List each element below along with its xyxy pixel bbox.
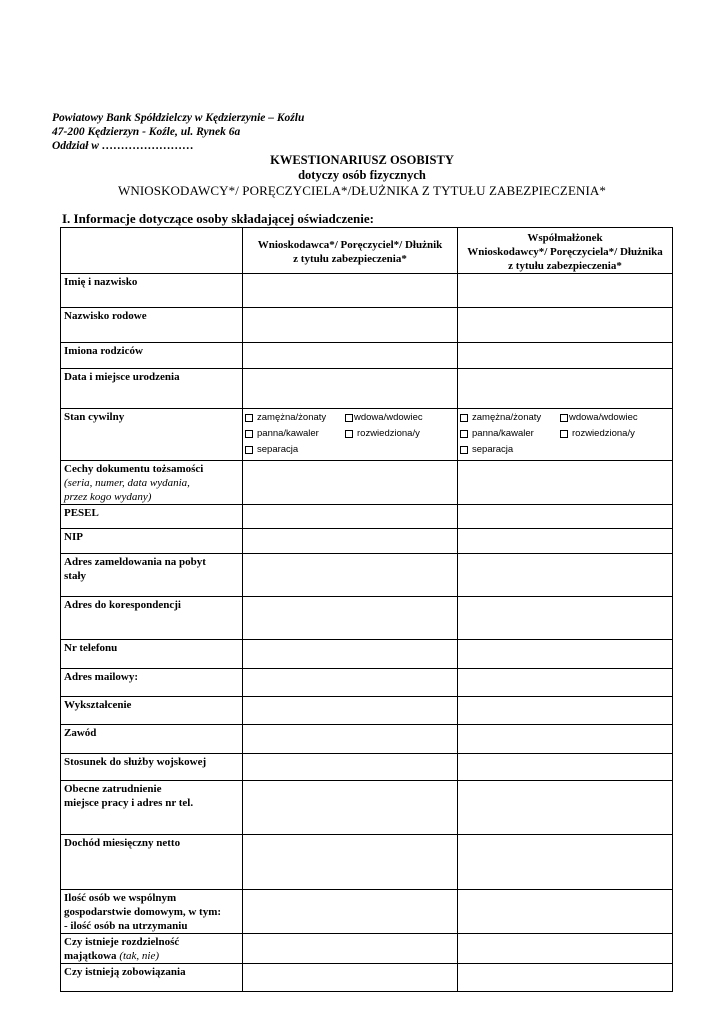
household-label-1: Ilość osób we wspólnym — [64, 892, 177, 904]
row-label-marital: Stan cywilny — [61, 409, 243, 461]
applicant-income-field[interactable] — [243, 835, 458, 890]
option-label: zamężna/żonaty — [472, 412, 542, 423]
document-title — [0, 153, 724, 199]
table-row — [61, 461, 673, 505]
row-label-correspondence: Adres do korespondencji — [61, 597, 243, 640]
table-row — [61, 781, 673, 835]
applicant-married-checkbox[interactable] — [245, 410, 345, 426]
applicant-military-field[interactable] — [243, 754, 458, 781]
header-spouse — [458, 228, 673, 274]
row-label-military: Stosunek do służby wojskowej — [61, 754, 243, 781]
row-label-family-name: Nazwisko rodowe — [61, 308, 243, 343]
address-label-1: Adres zameldowania na pobyt — [64, 556, 206, 568]
bank-address: 47-200 Kędzierzyn - Koźle, ul. Rynek 6a — [52, 126, 241, 138]
header-spouse-line1: Współmałżonek — [527, 232, 603, 244]
row-label-household — [61, 890, 243, 934]
applicant-birth-field[interactable] — [243, 369, 458, 409]
applicant-widowed-checkbox[interactable] — [345, 410, 423, 426]
table-row — [61, 835, 673, 890]
row-label-pesel: PESEL — [61, 505, 243, 529]
row-label-phone: Nr telefonu — [61, 640, 243, 669]
employment-label-2: miejsce pracy i adres nr tel. — [64, 797, 194, 809]
household-label-3: - ilość osób na utrzymaniu — [64, 920, 188, 932]
row-label-liabilities: Czy istnieją zobowiązania — [61, 964, 243, 992]
row-label-nip: NIP — [61, 529, 243, 554]
checkbox-icon — [560, 414, 568, 422]
applicant-divorced-checkbox[interactable] — [345, 426, 420, 442]
spouse-marital-options — [458, 409, 673, 461]
spouse-nip-field[interactable] — [458, 529, 673, 554]
row-label-address — [61, 554, 243, 597]
branch-line: Oddział w …………………… — [52, 140, 194, 152]
title-main: KWESTIONARIUSZ OSOBISTY — [270, 153, 454, 167]
spouse-separation-field[interactable] — [458, 934, 673, 964]
separation-hint: (tak, nie) — [119, 950, 160, 962]
applicant-profession-field[interactable] — [243, 725, 458, 754]
checkbox-icon — [560, 430, 568, 438]
header-applicant-line2: z tytułu zabezpieczenia* — [293, 253, 407, 265]
table-row — [61, 505, 673, 529]
household-label-2: gospodarstwie domowym, w tym: — [64, 906, 222, 918]
header-spouse-line3: z tytułu zabezpieczenia* — [508, 260, 622, 272]
row-label-profession: Zawód — [61, 725, 243, 754]
title-subtitle: dotyczy osób fizycznych — [298, 168, 426, 182]
spouse-married-checkbox[interactable] — [460, 410, 560, 426]
table-row — [61, 308, 673, 343]
table-header-row — [61, 228, 673, 274]
table-row — [61, 640, 673, 669]
table-row — [61, 964, 673, 992]
table-row — [61, 697, 673, 725]
applicant-phone-field[interactable] — [243, 640, 458, 669]
id-doc-label: Cechy dokumentu tożsamości — [64, 463, 204, 475]
option-label: zamężna/żonaty — [257, 412, 327, 423]
spouse-pesel-field[interactable] — [458, 505, 673, 529]
applicant-address-field[interactable] — [243, 554, 458, 597]
checkbox-icon — [245, 430, 253, 438]
applicant-household-field[interactable] — [243, 890, 458, 934]
row-label-name: Imię i nazwisko — [61, 274, 243, 308]
row-label-education: Wykształcenie — [61, 697, 243, 725]
row-label-id-doc — [61, 461, 243, 505]
id-doc-hint-1: (seria, numer, data wydania, — [64, 477, 190, 489]
header-applicant — [243, 228, 458, 274]
spouse-widowed-checkbox[interactable] — [560, 410, 638, 426]
spouse-parents-field[interactable] — [458, 343, 673, 369]
table-row — [61, 343, 673, 369]
option-label: separacja — [472, 444, 514, 455]
row-label-email: Adres mailowy: — [61, 669, 243, 697]
option-label: wdowa/wdowiec — [569, 412, 638, 423]
spouse-employment-field[interactable] — [458, 781, 673, 835]
table-row — [61, 529, 673, 554]
row-label-income: Dochód miesięczny netto — [61, 835, 243, 890]
applicant-separation-field[interactable] — [243, 934, 458, 964]
table-row — [61, 274, 673, 308]
employment-label-1: Obecne zatrudnienie — [64, 783, 162, 795]
spouse-email-field[interactable] — [458, 669, 673, 697]
applicant-parents-field[interactable] — [243, 343, 458, 369]
spouse-single-checkbox[interactable] — [460, 426, 560, 442]
spouse-liabilities-field[interactable] — [458, 964, 673, 992]
checkbox-icon — [460, 414, 468, 422]
applicant-liabilities-field[interactable] — [243, 964, 458, 992]
applicant-family-name-field[interactable] — [243, 308, 458, 343]
option-label: rozwiedziona/y — [572, 428, 635, 439]
checkbox-icon — [460, 446, 468, 454]
table-row — [61, 934, 673, 964]
option-label: wdowa/wdowiec — [354, 412, 423, 423]
spouse-divorced-checkbox[interactable] — [560, 426, 635, 442]
checkbox-icon — [245, 414, 253, 422]
option-label: rozwiedziona/y — [357, 428, 420, 439]
applicant-correspondence-field[interactable] — [243, 597, 458, 640]
spouse-profession-field[interactable] — [458, 725, 673, 754]
checkbox-icon — [245, 446, 253, 454]
applicant-name-field[interactable] — [243, 274, 458, 308]
table-row — [61, 554, 673, 597]
spouse-correspondence-field[interactable] — [458, 597, 673, 640]
applicant-education-field[interactable] — [243, 697, 458, 725]
table-row — [61, 725, 673, 754]
table-row — [61, 409, 673, 461]
checkbox-icon — [345, 414, 353, 422]
applicant-pesel-field[interactable] — [243, 505, 458, 529]
spouse-family-name-field[interactable] — [458, 308, 673, 343]
separation-label-1: Czy istnieje rozdzielność — [64, 936, 180, 948]
id-doc-hint-2: przez kogo wydany) — [64, 491, 152, 503]
applicant-email-field[interactable] — [243, 669, 458, 697]
section-title: I. Informacje dotyczące osoby składającej oświadczenie: — [62, 211, 374, 226]
applicant-marital-options — [243, 409, 458, 461]
separation-label-2: majątkowa — [64, 950, 117, 962]
questionnaire-table — [60, 227, 673, 992]
row-label-parents: Imiona rodziców — [61, 343, 243, 369]
applicant-separated-checkbox[interactable] — [245, 442, 345, 458]
spouse-address-field[interactable] — [458, 554, 673, 597]
address-label-2: stały — [64, 570, 86, 582]
table-row — [61, 669, 673, 697]
spouse-id-doc-field[interactable] — [458, 461, 673, 505]
table-row — [61, 754, 673, 781]
bank-name: Powiatowy Bank Spółdzielczy w Kędzierzynie – Koźlu — [52, 112, 305, 124]
table-row — [61, 369, 673, 409]
row-label-employment — [61, 781, 243, 835]
bank-header — [52, 111, 304, 153]
spouse-birth-field[interactable] — [458, 369, 673, 409]
header-spouse-line2: Wnioskodawcy*/ Poręczyciela*/ Dłużnika — [467, 246, 663, 258]
option-label: panna/kawaler — [257, 428, 319, 439]
checkbox-icon — [345, 430, 353, 438]
header-applicant-line1: Wnioskodawca*/ Poręczyciel*/ Dłużnik — [257, 239, 443, 251]
spouse-military-field[interactable] — [458, 754, 673, 781]
spouse-name-field[interactable] — [458, 274, 673, 308]
row-label-birth: Data i miejsce urodzenia — [61, 369, 243, 409]
applicant-nip-field[interactable] — [243, 529, 458, 554]
applicant-id-doc-field[interactable] — [243, 461, 458, 505]
option-label: panna/kawaler — [472, 428, 534, 439]
title-role: WNIOSKODAWCY*/ PORĘCZYCIELA*/DŁUŻNIKA Z TYTUŁU ZABEZPIECZENIA* — [117, 183, 607, 198]
option-label: separacja — [257, 444, 299, 455]
spouse-phone-field[interactable] — [458, 640, 673, 669]
header-empty-cell — [61, 228, 243, 274]
spouse-separated-checkbox[interactable] — [460, 442, 560, 458]
table-row — [61, 890, 673, 934]
table-row — [61, 597, 673, 640]
row-label-separation — [61, 934, 243, 964]
spouse-education-field[interactable] — [458, 697, 673, 725]
checkbox-icon — [460, 430, 468, 438]
applicant-single-checkbox[interactable] — [245, 426, 345, 442]
spouse-household-field[interactable] — [458, 890, 673, 934]
applicant-employment-field[interactable] — [243, 781, 458, 835]
spouse-income-field[interactable] — [458, 835, 673, 890]
